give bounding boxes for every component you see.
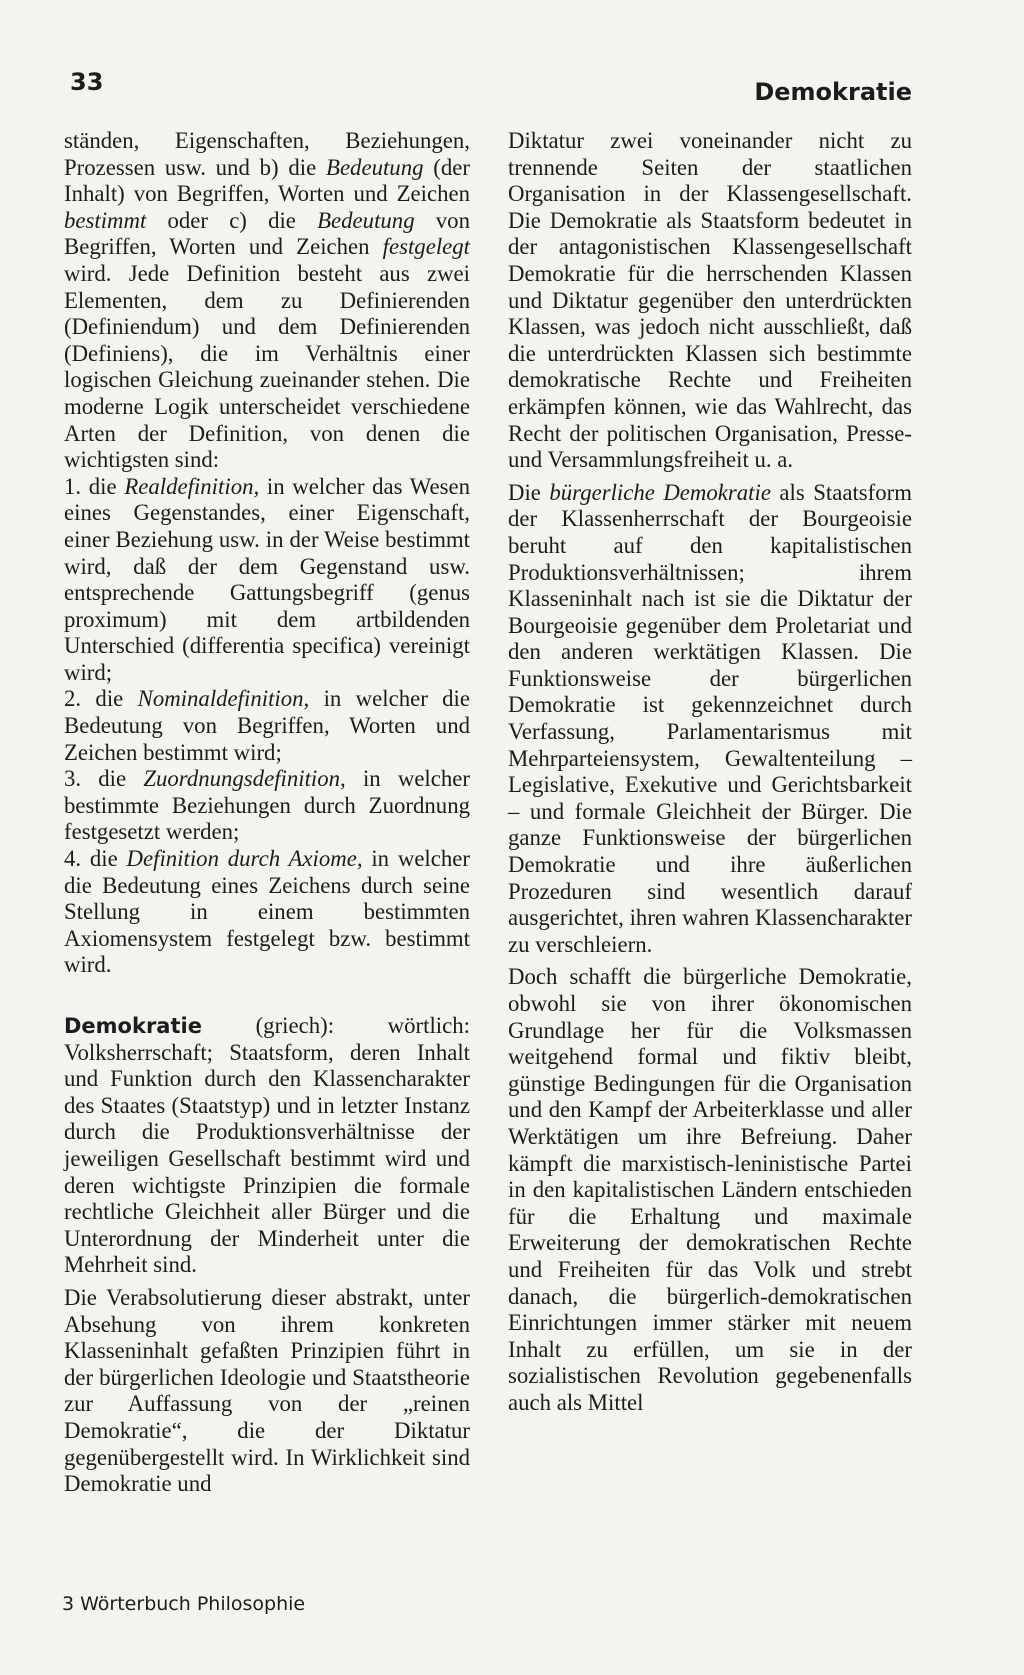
definition-paragraph: ständen, Eigenschaften, Beziehungen, Prozessen usw. und b) die Bedeutung (der Inhalt) von Begriffen, Worten und Zeichen bestimmt oder c) die Bedeutung von Begriffen, Worten und Zeichen festgelegt wird. Jede Definition besteht aus zwei Elementen, dem zu Definierenden (Definiendum) und dem Definierenden (Definiens), die im Verhältnis einer logischen Gleichung zueinander stehen. Die moderne Logik unterscheidet verschiedene Arten der Definition, von denen die wichtigsten sind:: [64, 128, 470, 473]
buergerliche-demokratie-paragraph: Die bürgerliche Demokratie als Staatsform der Klassenherrschaft der Bourgeoisie beruht auf den kapitalistischen Produktionsverhältnissen; ihrem Klasseninhalt nach ist sie die Diktatur der Bourgeoisie gegenüber dem Proletariat und den anderen werktätigen Klassen. Die Funktionsweise der bürgerlichen Demokratie ist gekennzeichnet durch Verfassung, Parlamentarismus mit Mehrparteiensystem, Gewaltenteilung – Legislative, Exekutive und Gerichtsbarkeit – und formale Gleichheit der Bürger. Die ganze Funktionsweise der bürgerlichen Demokratie und ihre äußerlichen Prozeduren sind wesentlich darauf ausgerichtet, ihren wahren Klassencharakter zu verschleiern.: [508, 479, 912, 957]
list-item-realdefinition: 1. die Realdefinition, in welcher das Wesen eines Gegenstandes, einer Eigenschaft, einer Beziehung usw. in der Weise bestimmt wird, daß der dem Gegenstand usw. entsprechende Gattungsbegriff (genus proximum) mit dem artbildenden Unterschied (differentia specifica) vereinigt wird;: [64, 473, 470, 685]
right-column: [508, 128, 912, 1417]
entry-headword: Demokratie: [64, 1014, 202, 1038]
doch-schafft-paragraph: Doch schafft die bürgerliche Demokratie, obwohl sie von ihrer ökonomischen Grundlage her für die Volksmassen weitgehend formal und fiktiv bleibt, günstige Bedingungen für die Organisation und den Kampf der Arbeiterklasse und aller Werktätigen um ihre Befreiung. Daher kämpft die marxistisch-leninistische Partei in den kapitalistischen Ländern entschieden für die Erhaltung und maximale Erweiterung der demokratischen Rechte und Freiheiten für das Volk und strebt danach, die bürgerlich-demokratischen Einrichtungen immer stärker mit neuem Inhalt zu erfüllen, um sie in der sozialistischen Revolution gegebenenfalls auch als Mittel: [508, 964, 912, 1415]
diktatur-paragraph: Diktatur zwei voneinander nicht zu trennende Seiten der staatlichen Organisation in der Klassengesellschaft. Die Demokratie als Staatsform bedeutet in der antagonistischen Klassengesellschaft Demokratie für die herrschenden Klassen und Diktatur gegenüber den unterdrückten Klassen, was jedoch nicht ausschließt, daß die unterdrückten Klassen sich bestimmte demokratische Rechte und Freiheiten erkämpfen können, wie das Wahlrecht, das Recht der politischen Organisation, Presse- und Versammlungsfreiheit u. a.: [508, 128, 912, 473]
entry-demokratie: Demokratie (griech): wörtlich: Volksherrschaft; Staatsform, deren Inhalt und Funktion durch den Klassencharakter des Staates (Staatstyp) und in letzter Instanz durch die Produktionsverhältnisse der jeweiligen Gesellschaft bestimmt wird und deren wichtigste Prinzipien die formale rechtliche Gleichheit aller Bürger und die Unterordnung der Minderheit unter die Mehrheit sind.: [64, 1013, 470, 1278]
list-item-nominaldefinition: 2. die Nominaldefinition, in welcher die Bedeutung von Begriffen, Worten und Zeichen bestimmt wird;: [64, 686, 470, 765]
left-column: [64, 128, 470, 1498]
list-item-axiome: 4. die Definition durch Axiome, in welcher die Bedeutung eines Zeichens durch seine Stellung in einem bestimmten Axiomensystem festgelegt bzw. bestimmt wird.: [64, 846, 470, 978]
verabsolutierung-paragraph: Die Verabsolutierung dieser abstrakt, unter Absehung von ihrem konkreten Klasseninhalt gefaßten Prinzipien führt in der bürgerlichen Ideologie und Staatstheorie zur Auffassung von der „reinen Demokratie“, die der Diktatur gegenübergestellt wird. In Wirklichkeit sind Demokratie und: [64, 1284, 470, 1497]
page-number: 33: [70, 68, 104, 96]
list-item-zuordnungsdefinition: 3. die Zuordnungsdefinition, in welcher bestimmte Beziehungen durch Zuordnung festgesetzt werden;: [64, 766, 470, 845]
running-head: Demokratie: [754, 78, 912, 106]
signature-mark: 3 Wörterbuch Philosophie: [62, 1593, 306, 1615]
